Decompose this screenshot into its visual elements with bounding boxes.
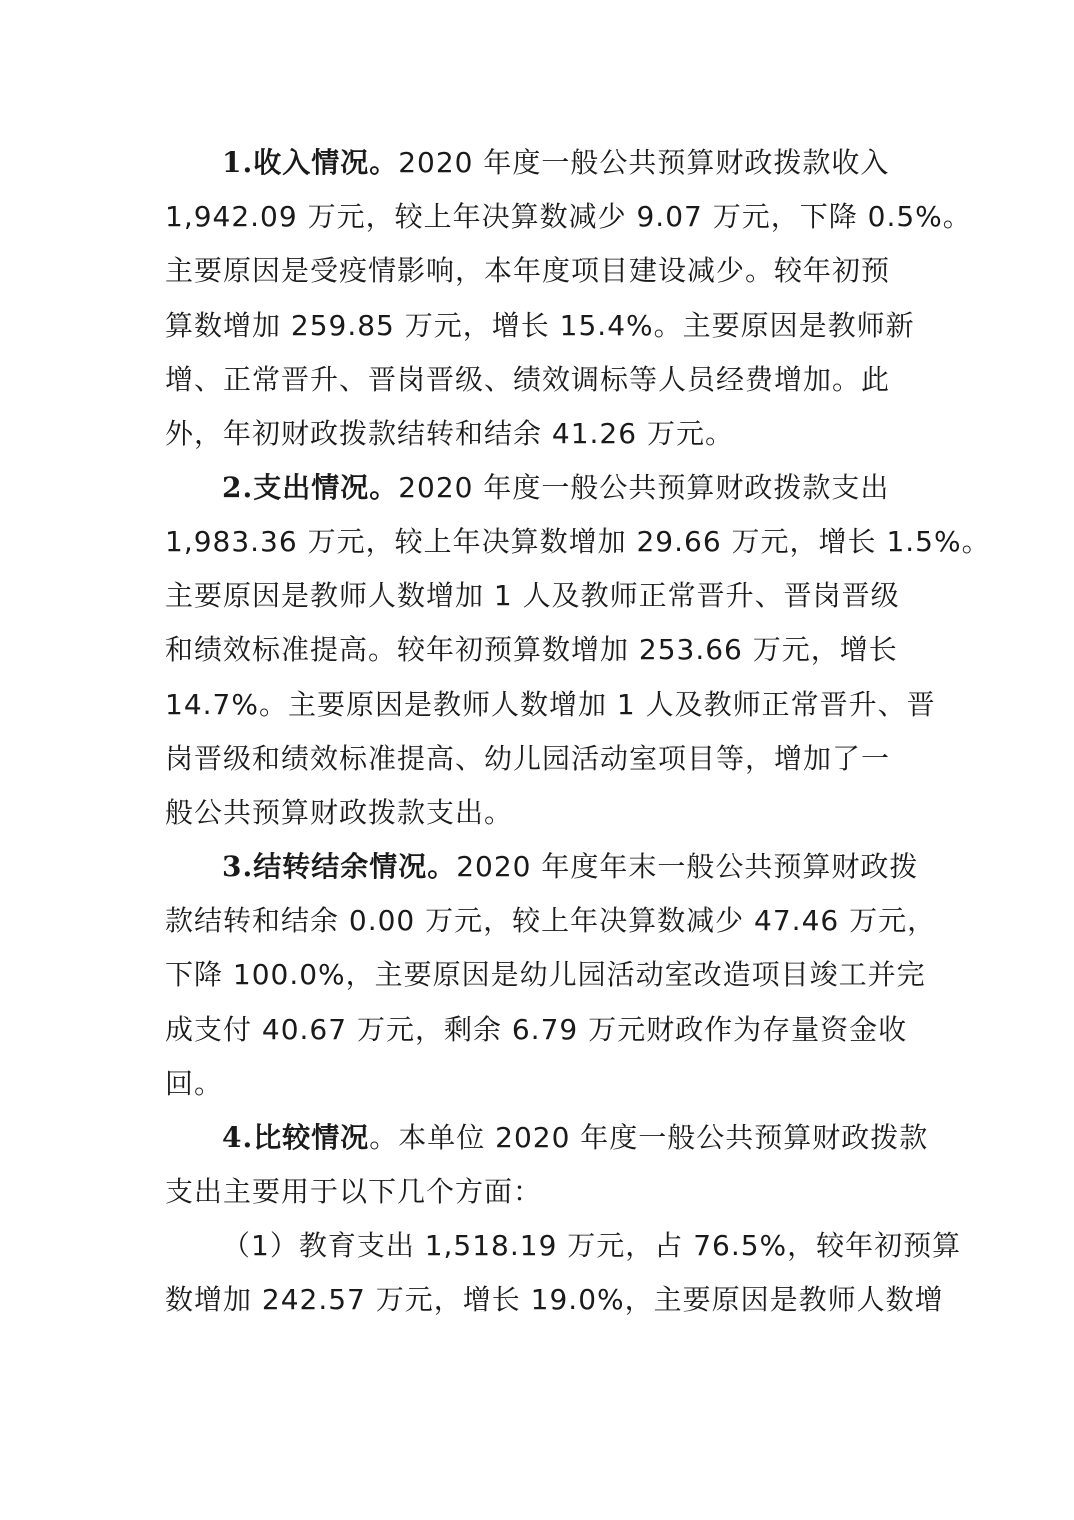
section-heading: 3.结转结余情况。: [222, 850, 457, 883]
section-heading: 1.收入情况。: [222, 146, 399, 179]
paragraph-line: [222, 468, 889, 508]
paragraph-text: 2020 年度年末一般公共预算财政拨: [456, 850, 919, 883]
paragraph-line: （1）教育支出 1,518.19 万元，占 76.5%，较年初预算: [222, 1229, 962, 1262]
paragraph-line: 数增加 242.57 万元，增长 19.0%，主要原因是教师人数增: [165, 1283, 944, 1316]
paragraph-line: 支出主要用于以下几个方面：: [165, 1175, 543, 1208]
paragraph-line: 1,942.09 万元，较上年决算数减少 9.07 万元，下降 0.5%。: [165, 200, 972, 233]
paragraph-line: 14.7%。主要原因是教师人数增加 1 人及教师正常晋升、晋: [165, 688, 936, 721]
paragraph-line: 增、正常晋升、晋岗晋级、绩效调标等人员经费增加。此: [165, 363, 891, 396]
section-heading: 4.比较情况: [222, 1121, 370, 1154]
paragraph-line: 1,983.36 万元，较上年决算数增加 29.66 万元，增长 1.5%。: [165, 525, 991, 558]
paragraph-line: 岗晋级和绩效标准提高、幼儿园活动室项目等，增加了一: [165, 742, 891, 775]
paragraph-line: 回。: [165, 1067, 224, 1100]
paragraph-line: 和绩效标准提高。较年初预算数增加 253.66 万元，增长: [165, 633, 898, 666]
paragraph-line: [222, 1118, 928, 1158]
paragraph-line: 下降 100.0%，主要原因是幼儿园活动室改造项目竣工并完: [165, 958, 926, 991]
paragraph-text: 2020 年度一般公共预算财政拨款支出: [398, 471, 890, 504]
paragraph-text: 2020 年度一般公共预算财政拨款收入: [398, 146, 890, 179]
paragraph-line: 外，年初财政拨款结转和结余 41.26 万元。: [165, 417, 734, 450]
paragraph-line: [222, 847, 918, 887]
paragraph-line: [222, 143, 889, 183]
paragraph-text: 。本单位 2020 年度一般公共预算财政拨款: [369, 1121, 929, 1154]
paragraph-line: 主要原因是受疫情影响，本年度项目建设减少。较年初预: [165, 254, 891, 287]
paragraph-line: 算数增加 259.85 万元，增长 15.4%。主要原因是教师新: [165, 309, 915, 342]
paragraph-line: 般公共预算财政拨款支出。: [165, 796, 514, 829]
section-heading: 2.支出情况。: [222, 471, 399, 504]
paragraph-line: 款结转和结余 0.00 万元，较上年决算数减少 47.46 万元，: [165, 904, 937, 937]
paragraph-line: 成支付 40.67 万元，剩余 6.79 万元财政作为存量资金收: [165, 1013, 908, 1046]
paragraph-line: 主要原因是教师人数增加 1 人及教师正常晋升、晋岗晋级: [165, 579, 900, 612]
